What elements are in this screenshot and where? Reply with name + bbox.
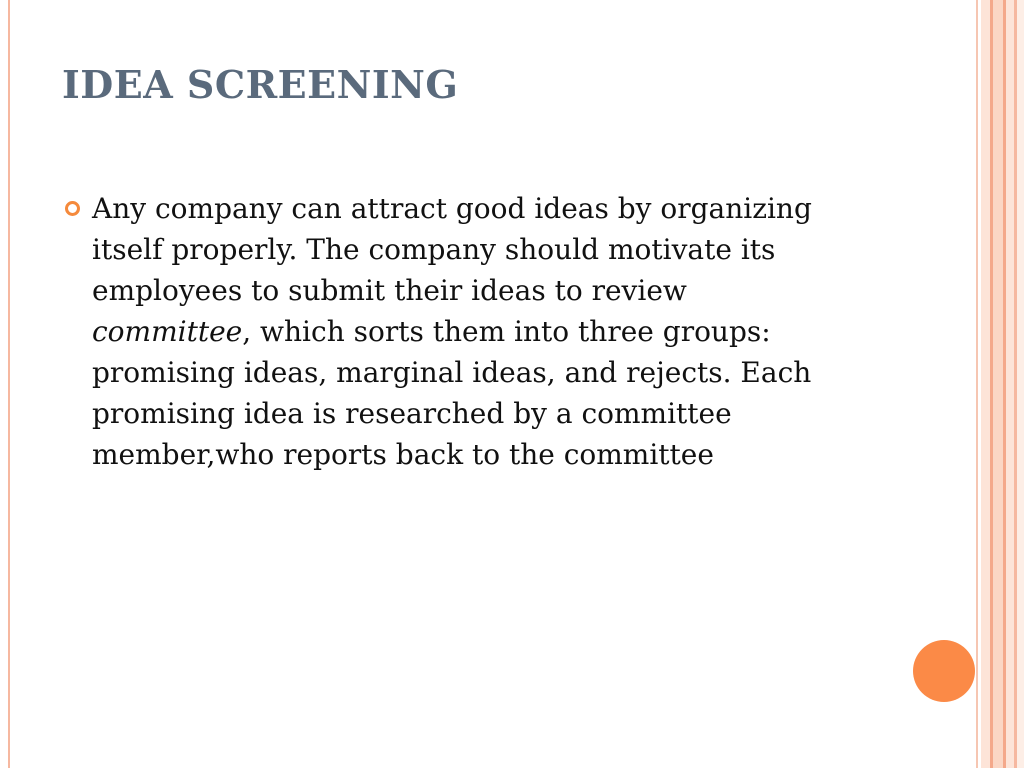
bullet-text-emphasis: committee <box>92 315 243 348</box>
border-bar <box>976 0 978 768</box>
decorative-circle <box>913 640 975 702</box>
bullet-list <box>62 188 852 475</box>
border-bar <box>993 0 1003 768</box>
border-bar <box>1017 0 1024 768</box>
bullet-text-end: , which sorts them into three groups: promising ideas, marginal ideas, and rejects. Each promising idea is researched by a committee member,who reports back to the committee <box>92 315 812 471</box>
bullet-text-start: Any company can attract good ideas by organizing itself properly. The company should motivate its employees to submit their ideas to review <box>92 192 812 307</box>
slide-title: IDEA SCREENING <box>62 62 459 107</box>
border-bar <box>981 0 990 768</box>
border-bar <box>1006 0 1014 768</box>
ring-bullet-icon <box>65 201 80 216</box>
bullet-item <box>62 188 852 475</box>
left-border-stripe <box>8 0 10 768</box>
right-decorative-border <box>976 0 1024 768</box>
